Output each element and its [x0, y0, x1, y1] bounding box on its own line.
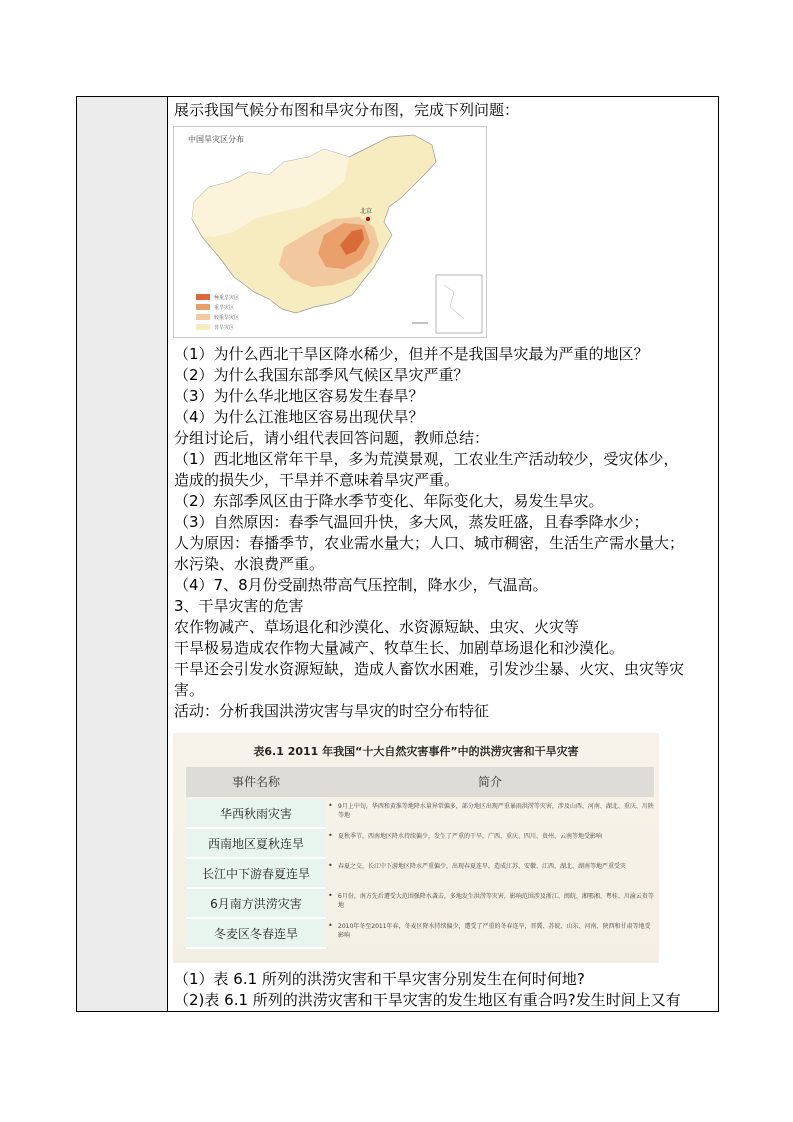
event-name: 长江中下游春夏连旱 [186, 859, 326, 889]
event-name: 6月南方洪涝灾害 [186, 889, 326, 919]
event-desc: 6月份，南方先后遭受大范围强降水袭击，多地发生洪涝等灾害，影响范围涉及浙江、闽皖、湘鄂湘、粤桂、川渝云贵等地 [338, 893, 654, 909]
event-desc: 9月上中旬，华西和黄淮等地降水量异常偏多，部分地区出现严重暴雨洪涝等灾害，涉及山西、河南、湖北、重庆、川陕等地 [338, 803, 654, 819]
drought-map [173, 126, 487, 338]
followup-question: （2)表 6.1 所列的洪涝灾害和干旱灾害的发生地区有重合吗?发生时间上又有 [174, 991, 681, 1009]
legend-item [196, 292, 239, 302]
event-desc-cell [326, 889, 654, 919]
section-line: 干旱极易造成农作物大量减产、牧草生长、加剧草场退化和沙漠化。 [174, 639, 625, 657]
question-1: （1）为什么西北干旱区降水稀少，但并不是我国旱灾最为严重的地区？ [174, 345, 649, 363]
section-heading: 3、干旱灾害的危害 [174, 597, 304, 615]
legend-label: 非旱灾区 [214, 324, 235, 331]
disaster-table [173, 733, 659, 963]
bullet-icon: • [328, 831, 333, 840]
section-line: 干旱还会引发水资源短缺，造成人畜饮水困难，引发沙尘暴、火灾、虫灾等灾 [174, 660, 685, 678]
bullet-icon: • [328, 801, 333, 810]
legend-item [196, 302, 239, 312]
legend-item [196, 322, 239, 332]
answer-line: 人为原因：春播季节，农业需水量大；人口、城市稠密，生活生产需水量大； [174, 534, 685, 552]
discussion-intro: 分组讨论后，请小组代表回答问题，教师总结： [174, 429, 490, 447]
bullet-icon: • [328, 921, 333, 930]
question-4: （4）为什么江淮地区容易出现伏旱？ [174, 408, 424, 426]
table-row [186, 799, 654, 829]
legend-swatch [196, 294, 210, 300]
legend-item [196, 312, 239, 322]
beijing-label: 北京 [360, 208, 373, 215]
table-caption: 表6.1 2011 年我国“十大自然灾害事件”中的洪涝灾害和干旱灾害 [253, 745, 579, 758]
event-desc-cell [326, 799, 654, 829]
table-row [186, 829, 654, 859]
legend-swatch [196, 314, 210, 320]
event-name: 冬麦区冬春连旱 [186, 919, 326, 949]
legend-label: 较重旱灾区 [214, 314, 240, 321]
content-cell [168, 97, 718, 1011]
lesson-table [76, 96, 719, 1012]
event-desc-cell [326, 859, 654, 889]
answer-line: （3）自然原因：春季气温回升快，多大风，蒸发旺盛，且春季降水少； [174, 513, 649, 531]
map-title: 中国旱灾区分布 [188, 135, 244, 144]
legend-label: 重旱灾区 [214, 304, 235, 311]
followup-question: （1）表 6.1 所列的洪涝灾害和干旱灾害分别发生在何时何地? [174, 970, 585, 988]
event-desc: 春夏之交，长江中下游地区降水严重偏少，出现春夏连旱，造成江苏、安徽、江西、湖北、湖南等地严重受灾 [338, 863, 627, 870]
header-name: 事件名称 [231, 775, 280, 789]
table-header [186, 767, 654, 797]
bullet-icon: • [328, 891, 333, 900]
answer-line: （2）东部季风区由于降水季节变化、年际变化大，易发生旱灾。 [174, 492, 604, 510]
question-2: （2）为什么我国东部季风气候区旱灾严重？ [174, 366, 469, 384]
event-desc: 夏秋季节，西南地区降水持续偏少，发生了严重的干旱，广西、重庆、四川、贵州、云南等地受影响 [338, 833, 603, 840]
answer-line: （1）西北地区常年干旱，多为荒漠景观，工农业生产活动较少，受灾体少， [174, 450, 679, 468]
question-3: （3）为什么华北地区容易发生春旱？ [174, 387, 424, 405]
left-column [77, 97, 168, 1011]
map-legend [196, 292, 239, 332]
answer-line: （4）7、8月份受副热带高气压控制，降水少，气温高。 [174, 576, 548, 594]
table-row [186, 889, 654, 919]
legend-label: 極重旱灾区 [214, 294, 240, 301]
beijing-marker [366, 217, 370, 221]
table-row [186, 919, 654, 949]
legend-swatch [196, 304, 210, 310]
event-desc: 2010年冬至2011年春，冬麦区降水持续偏少，遭受了严重的冬春连旱，晋冀、苏皖、山东、河南、陕西和甘肃等地受影响 [338, 923, 651, 939]
south-sea-inset [436, 275, 482, 333]
answer-line: 水污染、水浪费严重。 [174, 555, 325, 573]
intro-text: 展示我国气候分布图和旱灾分布图，完成下列问题： [174, 101, 520, 119]
event-name: 西南地区夏秋连旱 [186, 829, 326, 859]
header-desc: 简介 [477, 775, 502, 789]
section-line: 农作物减产、草场退化和沙漠化、水资源短缺、虫灾、火灾等 [174, 618, 580, 636]
event-name: 华西秋雨灾害 [186, 799, 326, 829]
activity-text: 活动：分析我国洪涝灾害与旱灾的时空分布特征 [174, 702, 490, 720]
table-row [186, 859, 654, 889]
section-line: 害。 [174, 681, 205, 699]
bullet-icon: • [328, 861, 333, 870]
event-desc-cell [326, 919, 654, 949]
legend-swatch [196, 324, 210, 330]
answer-line: 造成的损失少，干旱并不意味着旱灾严重。 [174, 471, 460, 489]
event-desc-cell [326, 829, 654, 859]
